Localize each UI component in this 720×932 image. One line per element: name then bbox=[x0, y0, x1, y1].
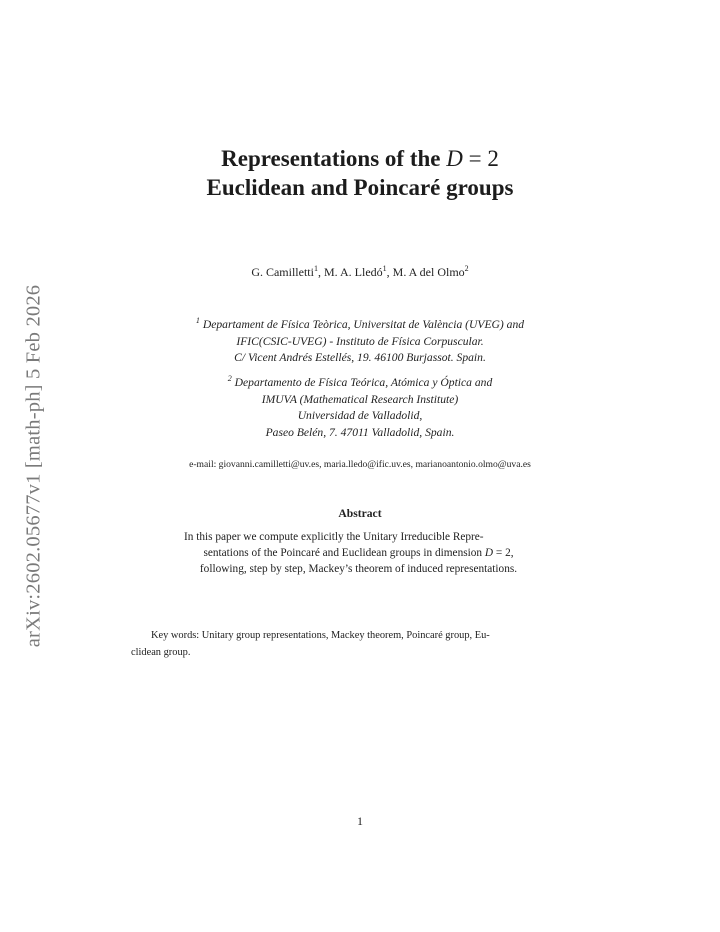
keywords-line: clidean group. bbox=[131, 647, 191, 658]
affiliation-mark: 2 bbox=[227, 374, 232, 383]
title-math-rest: = 2 bbox=[462, 146, 499, 171]
abstract-line: In this paper we compute explicitly the Unitary Irreducible Repre- bbox=[184, 531, 484, 543]
affiliation-line: IMUVA (Mathematical Research Institute) bbox=[261, 392, 459, 406]
abstract-math-var: D bbox=[484, 547, 494, 559]
paper-title bbox=[0, 144, 720, 202]
affiliation-mark: 1 bbox=[195, 316, 200, 325]
abstract-text: sentations of the Poincaré and Euclidean groups in dimension bbox=[203, 547, 485, 559]
affiliation-mark: 2 bbox=[464, 264, 469, 273]
author-separator: , bbox=[386, 265, 393, 279]
author bbox=[393, 265, 469, 279]
author-name: M. A. Lledó bbox=[323, 265, 383, 279]
affiliation-text: Departamento de Física Teórica, Atómica y Óptica and bbox=[234, 376, 493, 389]
author-separator: , bbox=[317, 265, 324, 279]
arxiv-stamp-text: arXiv:2602.05677v1 [math-ph] 5 Feb 2026 bbox=[22, 284, 45, 648]
title-math-var: D bbox=[446, 146, 463, 171]
title-line-2: Euclidean and Poincaré groups bbox=[206, 175, 514, 200]
abstract-line: following, step by step, Mackey’s theorem of induced representations. bbox=[199, 563, 518, 575]
author-name: M. A del Olmo bbox=[392, 265, 465, 279]
keywords bbox=[131, 627, 589, 661]
title-line-1 bbox=[221, 146, 499, 171]
title-math bbox=[446, 146, 499, 171]
affiliation-text: Departament de Física Teòrica, Universitat de València (UVEG) and bbox=[202, 318, 525, 331]
abstract-text: = 2, bbox=[493, 547, 514, 559]
abstract-line bbox=[164, 545, 553, 561]
title-prefix: Representations of the bbox=[221, 146, 447, 171]
author bbox=[324, 265, 393, 279]
affiliation-mark: 1 bbox=[382, 264, 387, 273]
author bbox=[251, 265, 324, 279]
contact-emails: e-mail: giovanni.camilletti@uv.es, maria.lledo@ific.uv.es, marianoantonio.olmo@uva.es bbox=[189, 459, 531, 470]
keywords-line: Key words: Unitary group representations, Mackey theorem, Poincaré group, Eu- bbox=[151, 630, 490, 641]
affiliation-1 bbox=[0, 317, 720, 367]
author-name: G. Camilletti bbox=[251, 265, 314, 279]
affiliation-line bbox=[0, 375, 720, 392]
affiliation-line: C/ Vicent Andrés Estellés, 19. 46100 Burjassot. Spain. bbox=[234, 351, 486, 364]
affiliation-2 bbox=[0, 375, 720, 441]
affiliation-line: IFIC(CSIC-UVEG) - Instituto de Física Corpuscular. bbox=[236, 334, 484, 348]
affiliation-mark: 1 bbox=[313, 264, 318, 273]
affiliation-line: Universidad de Valladolid, bbox=[297, 409, 423, 422]
affiliation-line bbox=[0, 317, 720, 334]
abstract-body bbox=[164, 529, 553, 577]
abstract-heading: Abstract bbox=[338, 507, 382, 520]
affiliation-line: Paseo Belén, 7. 47011 Valladolid, Spain. bbox=[265, 425, 455, 439]
page-number: 1 bbox=[357, 814, 363, 828]
author-list bbox=[0, 265, 720, 280]
